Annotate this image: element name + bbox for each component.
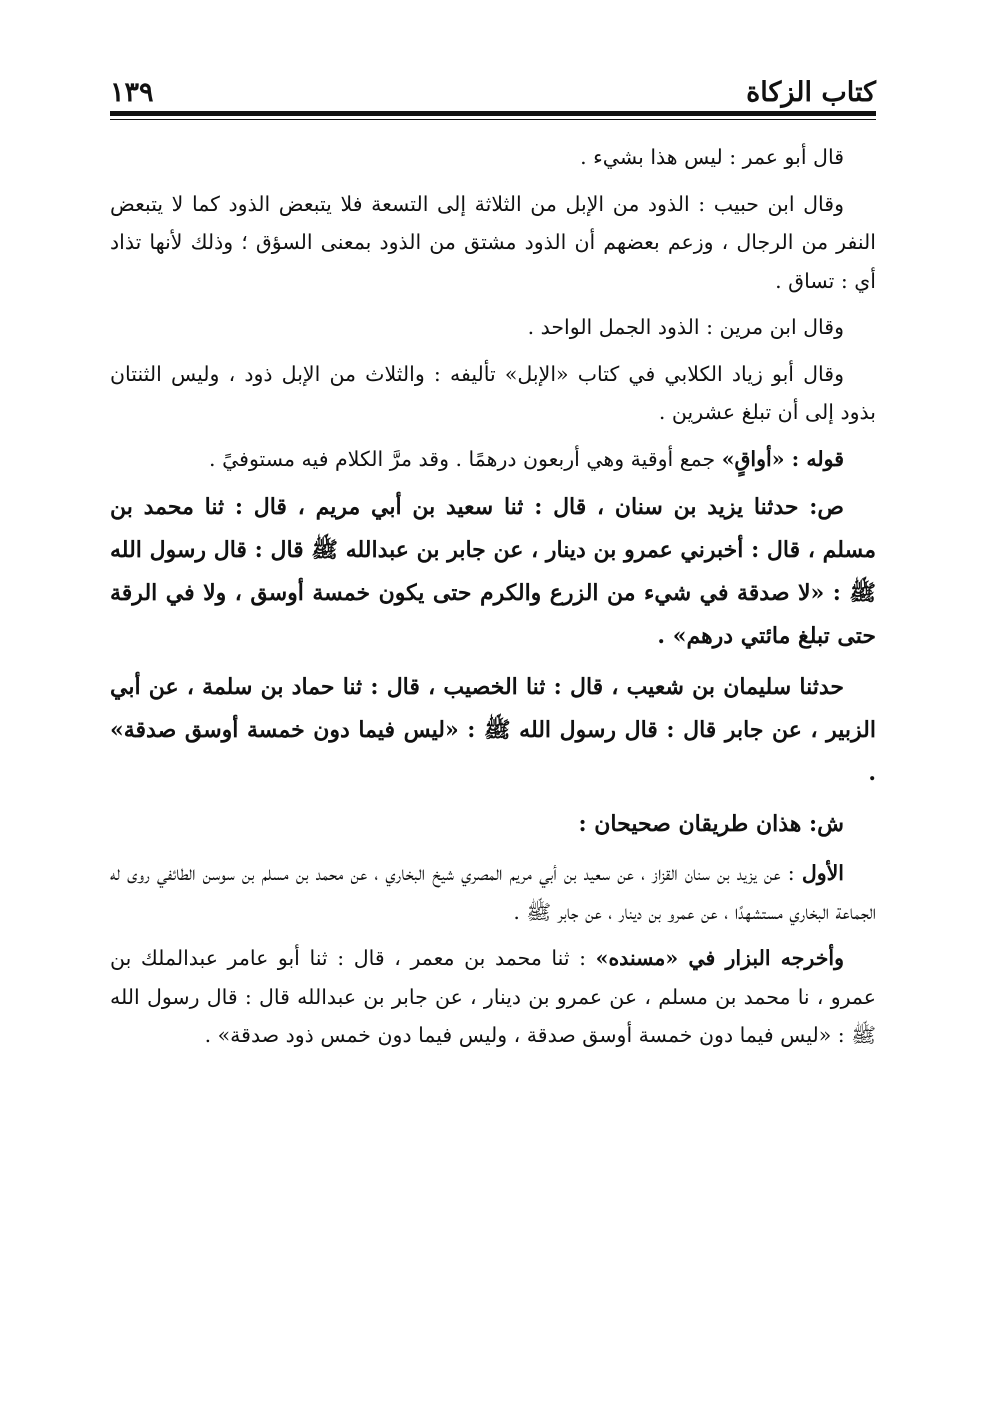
paragraph-1: قال أبو عمر : ليس هذا بشيء .: [580, 145, 844, 169]
commentary-heading: ش: هذان طريقان صحيحان :: [578, 811, 844, 837]
running-header: [110, 68, 876, 108]
paragraph-5: قوله : «أواقٍ» جمع أوقية وهي أربعون درهمًا . وقد مرَّ الكلام فيه مستوفيً .: [209, 446, 844, 471]
header-rule-thick: [110, 111, 876, 116]
page-number: ١٣٩: [110, 77, 154, 108]
paragraph-10-lead: وأخرجه البزار في «مسنده»: [595, 946, 845, 970]
hadith-text-2: حدثنا سليمان بن شعيب ، قال : ثنا الخصيب ، قال : ثنا حماد بن سلمة ، عن أبي الزبير ، عن جابر قال : قال رسول الله ﷺ : «ليس فيما دون خمسة أوسق صدقة» .: [110, 674, 876, 786]
chapter-title: كتاب الزكاة: [746, 77, 876, 108]
paragraph-10: وأخرجه البزار في «مسنده» : ثنا محمد بن معمر ، قال : ثنا أبو عامر عبدالملك بن عمرو ، نا محمد بن مسلم ، عن عمرو بن دينار ، عن جابر بن عبدالله قال : قال رسول الله ﷺ : «ليس فيما دون خمسة أوسق صدقة ، وليس فيما دون خمس ذود صدقة» .: [110, 946, 876, 1047]
paragraph-9-lead: الأول: [801, 861, 844, 885]
paragraph-4: وقال أبو زياد الكلابي في كتاب «الإبل» تأليفه : والثلاث من الإبل ذود ، وليس الثنتان بذود إلى أن تبلغ عشرين .: [110, 361, 876, 424]
hadith-text-1: ص: حدثنا يزيد بن سنان ، قال : ثنا سعيد بن أبي مريم ، قال : ثنا محمد بن مسلم ، قال : أخبرني عمرو بن دينار ، عن جابر بن عبدالله ﷺ قال : قال رسول الله ﷺ : «لا صدقة في شيء من الزرع والكرم حتى يكون خمسة أوسق ، ولا في الرقة حتى تبلغ مائتي درهم» .: [110, 494, 876, 649]
paragraph-3: وقال ابن مرين : الذود الجمل الواحد .: [527, 315, 844, 339]
page-body: [110, 138, 876, 1063]
paragraph-9: الأول : عن يزيد بن سنان القزاز ، عن سعيد بن أبي مريم المصري شيخ البخاري ، عن محمد بن مسلم بن سوسن الطائفي روى له الجماعة البخاري مستشهدًا ، عن عمرو بن دينار ، عن جابر ﷺ .: [110, 861, 876, 924]
paragraph-2: وقال ابن حبيب : الذود من الإبل من الثلاثة إلى التسعة فلا يتبعض الذود كما لا يتبعض النفر من الرجال ، وزعم بعضهم أن الذود مشتق من الذود بمعنى السؤق ؛ وذلك لأنها تذاد أي : تساق .: [110, 191, 876, 293]
header-rule-thin: [110, 119, 876, 120]
paragraph-5-lead: قوله : «أواقٍ»: [721, 446, 844, 471]
